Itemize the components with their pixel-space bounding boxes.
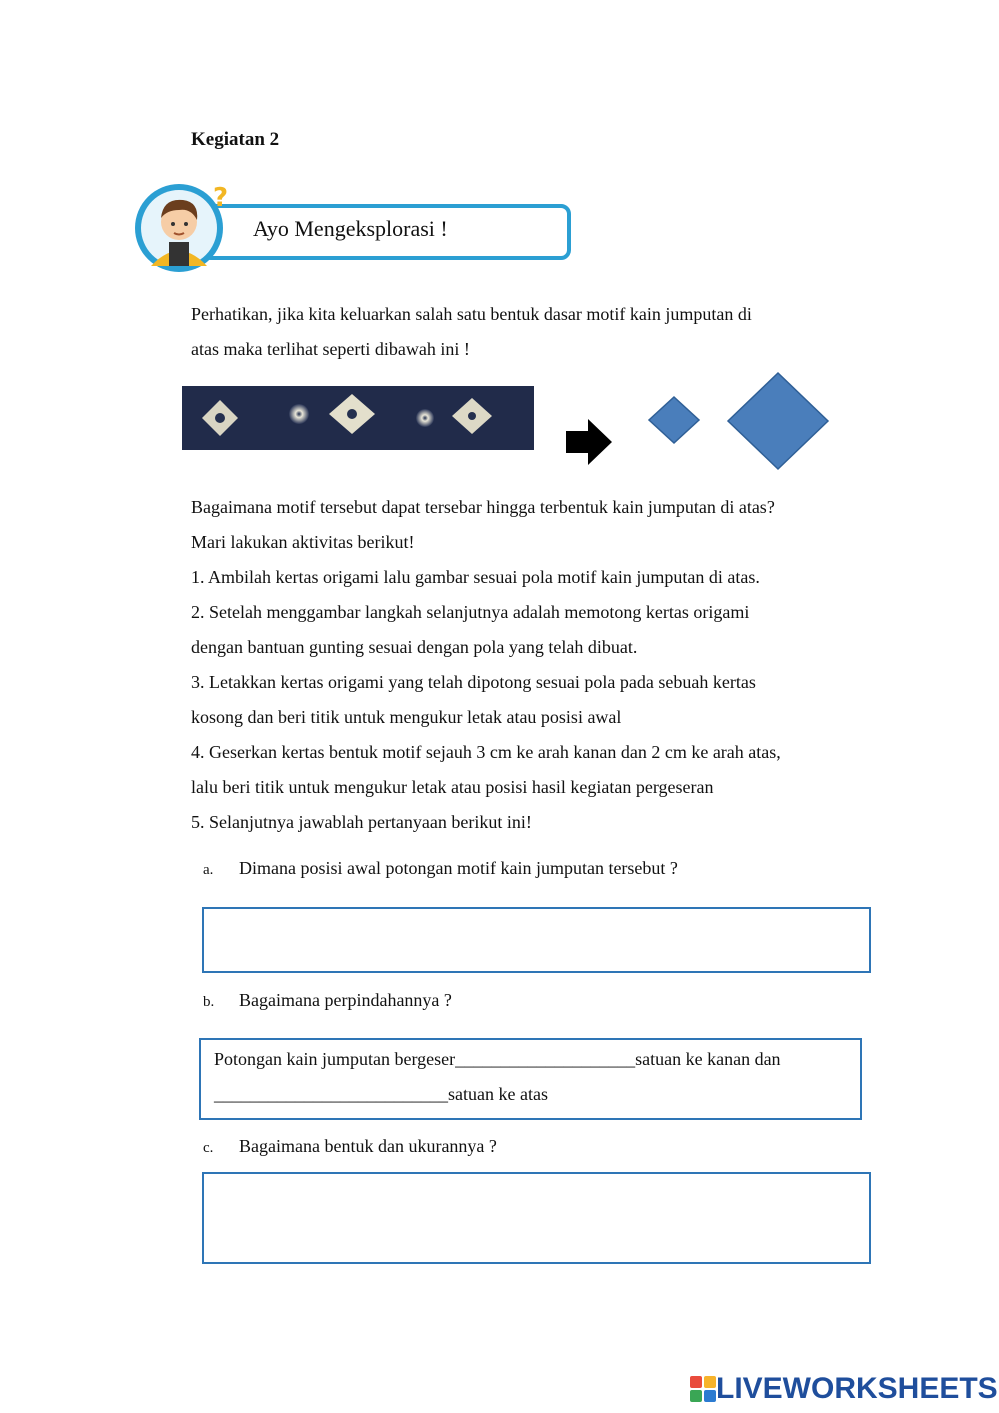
large-diamond-shape <box>726 371 830 471</box>
instruction-line: dengan bantuan gunting sesuai dengan pola yang telah dibuat. <box>191 637 638 657</box>
intro-line: atas maka terlihat seperti dibawah ini ! <box>191 339 470 359</box>
instruction-line: 5. Selanjutnya jawablah pertanyaan berikut ini! <box>191 812 532 832</box>
liveworksheets-logo[interactable] <box>690 1372 998 1406</box>
instruction-line: kosong dan beri titik untuk mengukur letak atau posisi awal <box>191 707 622 727</box>
right-arrow-icon <box>566 419 614 465</box>
question-text: Dimana posisi awal potongan motif kain jumputan tersebut ? <box>239 858 678 878</box>
question-text: Bagaimana bentuk dan ukurannya ? <box>239 1136 497 1156</box>
instruction-line: 4. Geserkan kertas bentuk motif sejauh 3 cm ke arah kanan dan 2 cm ke arah atas, <box>191 742 781 762</box>
question-a <box>203 858 678 879</box>
banner-title: Ayo Mengeksplorasi ! <box>253 216 448 241</box>
instruction-line: lalu beri titik untuk mengukur letak atau posisi hasil kegiatan pergeseran <box>191 777 714 797</box>
question-letter: a. <box>203 862 214 878</box>
question-letter: b. <box>203 994 215 1010</box>
answer-a-input[interactable] <box>202 907 871 973</box>
question-c <box>203 1136 497 1157</box>
question-letter: c. <box>203 1140 214 1156</box>
answer-b-box[interactable] <box>199 1038 862 1120</box>
instruction-line: 2. Setelah menggambar langkah selanjutnya adalah memotong kertas origami <box>191 602 750 622</box>
question-text: Bagaimana perpindahannya ? <box>239 990 452 1010</box>
logo-text: LIVEWORKSHEETS <box>716 1372 998 1405</box>
instruction-list <box>191 490 861 840</box>
instruction-line: 3. Letakkan kertas origami yang telah dipotong sesuai pola pada sebuah kertas <box>191 672 756 692</box>
answer-c-input[interactable] <box>202 1172 871 1264</box>
jumputan-fabric-photo <box>182 386 534 450</box>
intro-paragraph <box>191 297 861 367</box>
instruction-line: Bagaimana motif tersebut dapat tersebar hingga terbentuk kain jumputan di atas? <box>191 497 775 517</box>
page-title: Kegiatan 2 <box>191 129 280 150</box>
instruction-line: 1. Ambilah kertas origami lalu gambar sesuai pola motif kain jumputan di atas. <box>191 567 760 587</box>
answer-b-line: __________________________satuan ke atas <box>214 1084 548 1104</box>
instruction-line: Mari lakukan aktivitas berikut! <box>191 532 415 552</box>
student-avatar-icon <box>133 176 233 276</box>
svg-text:?: ? <box>213 183 229 213</box>
explore-banner <box>133 176 583 276</box>
answer-b-line: Potongan kain jumputan bergeser____________________satuan ke kanan dan <box>214 1049 781 1069</box>
intro-line: Perhatikan, jika kita keluarkan salah satu bentuk dasar motif kain jumputan di <box>191 304 752 324</box>
logo-blocks-icon <box>690 1376 716 1402</box>
small-diamond-shape <box>647 395 701 445</box>
question-b <box>203 990 452 1011</box>
